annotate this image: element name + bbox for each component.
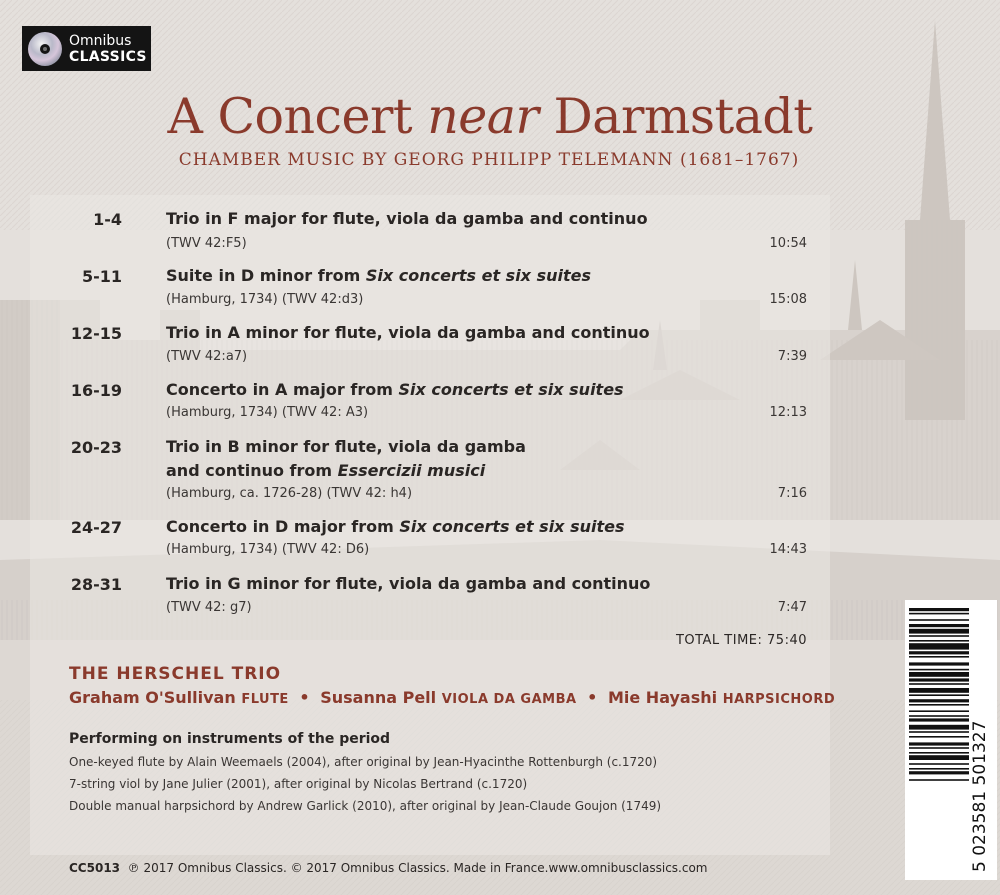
- total-time: TOTAL TIME: 75:40: [675, 633, 807, 648]
- track-number: 28-31: [70, 575, 122, 594]
- barcode-bar: [909, 768, 969, 770]
- barcode-bar: [909, 635, 969, 637]
- barcode-bar: [909, 694, 969, 696]
- barcode-bar: [909, 742, 969, 745]
- track-number: 1-4: [93, 210, 122, 229]
- barcode-bar: [909, 656, 969, 658]
- track-duration: 7:39: [777, 349, 807, 364]
- barcode-bar: [909, 688, 969, 693]
- performer-name: Susanna Pell: [320, 688, 437, 707]
- track-duration: 12:13: [769, 405, 807, 420]
- period-line: 7-string viol by Jane Julier (2001), after original by Nicolas Bertrand (c.1720): [69, 777, 528, 791]
- track-title: Trio in F major for flute, viola da gamba and continuo: [166, 209, 648, 228]
- track-title: [166, 379, 624, 401]
- barcode-bar: [909, 747, 969, 749]
- period-line: One-keyed flute by Alain Weemaels (2004), after original by Jean-Hyacinthe Rottenburgh (c.1720): [69, 755, 658, 769]
- barcode-bar: [909, 725, 969, 730]
- barcode-bar: [909, 704, 969, 706]
- barcode-bar: [909, 619, 969, 621]
- track-number: 16-19: [70, 381, 122, 400]
- performer-list: [69, 688, 835, 707]
- track-title: Trio in G minor for flute, viola da gamba and continuo: [166, 574, 651, 593]
- barcode-bar: [909, 779, 969, 781]
- barcode-bar: [909, 672, 969, 677]
- track-title-italic: Six concerts et six suites: [365, 266, 591, 285]
- barcode-bar: [909, 736, 969, 738]
- track-title-italic: Essercizii musici: [337, 461, 486, 480]
- copyright-text: ℗ 2017 Omnibus Classics. © 2017 Omnibus Classics. Made in France.www.omnibusclassics.com: [127, 861, 708, 875]
- track-duration: 10:54: [769, 236, 807, 251]
- track-title-line2: [166, 460, 485, 482]
- barcode-bar: [909, 683, 969, 685]
- album-title: [0, 88, 980, 145]
- catalog-code: CC5013: [69, 861, 121, 875]
- track-duration: 7:47: [777, 600, 807, 615]
- barcode-bar: [909, 613, 969, 615]
- barcode-bar: [909, 752, 969, 754]
- track-catalog: (TWV 42:F5): [166, 236, 247, 251]
- logo-text-line1: Omnibus: [69, 32, 132, 49]
- track-title: [166, 516, 624, 538]
- track-title: Trio in A minor for flute, viola da gamba and continuo: [166, 323, 650, 342]
- barcode-bar: [909, 624, 969, 627]
- logo-text-line2: CLASSICS: [69, 48, 147, 65]
- track-duration: 14:43: [769, 542, 807, 557]
- barcode-bar: [909, 669, 969, 671]
- track-catalog: (Hamburg, 1734) (TWV 42: D6): [166, 542, 370, 557]
- track-catalog: (Hamburg, ca. 1726-28) (TWV 42: h4): [166, 486, 413, 501]
- track-number: 12-15: [70, 324, 122, 343]
- track-catalog: (TWV 42: g7): [166, 600, 252, 615]
- track-title-plain: Concerto in A major from: [166, 380, 399, 399]
- track-number: 5-11: [81, 267, 122, 286]
- track-catalog: (Hamburg, 1734) (TWV 42: A3): [166, 405, 369, 420]
- performer-separator: •: [587, 688, 598, 707]
- title-part1: A Concert: [167, 88, 428, 145]
- album-subtitle: CHAMBER MUSIC BY GEORG PHILIPP TELEMANN (1681–1767): [178, 150, 800, 170]
- barcode-bar: [909, 710, 969, 712]
- track-title-plain: and continuo from: [166, 461, 338, 480]
- barcode-number: 5 023581 501327: [970, 720, 990, 872]
- barcode: [905, 600, 997, 880]
- barcode-bar: [909, 771, 969, 774]
- barcode-bar: [909, 678, 969, 681]
- track-duration: 15:08: [769, 292, 807, 307]
- barcode-bar: [909, 608, 969, 611]
- track-title: [166, 265, 591, 287]
- performer-instrument: HARPSICHORD: [722, 692, 836, 707]
- track-title-italic: Six concerts et six suites: [399, 517, 625, 536]
- barcode-bar: [909, 629, 969, 634]
- performer-separator: •: [299, 688, 310, 707]
- title-part2: Darmstadt: [538, 88, 813, 145]
- barcode-bar: [909, 643, 969, 649]
- performer-name: Mie Hayashi: [607, 688, 718, 707]
- barcode-bar: [909, 755, 969, 760]
- track-title-plain: Suite in D minor from: [166, 266, 366, 285]
- cd-disc-icon: [26, 30, 64, 68]
- performer-instrument: FLUTE: [241, 692, 289, 707]
- omnibus-classics-logo: [22, 26, 151, 71]
- barcode-bar: [909, 718, 969, 721]
- period-heading: Performing on instruments of the period: [69, 731, 391, 747]
- track-title-line1: Trio in B minor for flute, viola da gamba: [166, 437, 526, 456]
- track-title-plain: Concerto in D major from: [166, 517, 400, 536]
- barcode-bar: [909, 651, 969, 654]
- barcode-bar: [909, 763, 969, 765]
- barcode-bar: [909, 699, 969, 702]
- performer-instrument: VIOLA DA GAMBA: [441, 692, 577, 707]
- copyright-footer: [69, 861, 708, 875]
- period-line: Double manual harpsichord by Andrew Garlick (2010), after original by Jean-Claude Goujon (1749): [69, 799, 662, 813]
- ensemble-name: THE HERSCHEL TRIO: [69, 664, 282, 684]
- track-duration: 7:16: [777, 486, 807, 501]
- performer-name: Graham O'Sullivan: [69, 688, 236, 707]
- barcode-bar: [909, 640, 969, 642]
- track-catalog: (Hamburg, 1734) (TWV 42:d3): [166, 292, 364, 307]
- track-title-italic: Six concerts et six suites: [398, 380, 624, 399]
- track-number: 20-23: [70, 438, 122, 457]
- barcode-bar: [909, 662, 969, 665]
- track-number: 24-27: [70, 518, 122, 537]
- title-italic: near: [427, 88, 539, 145]
- barcode-bar: [909, 715, 969, 717]
- barcode-bar: [909, 731, 969, 733]
- track-catalog: (TWV 42:a7): [166, 349, 248, 364]
